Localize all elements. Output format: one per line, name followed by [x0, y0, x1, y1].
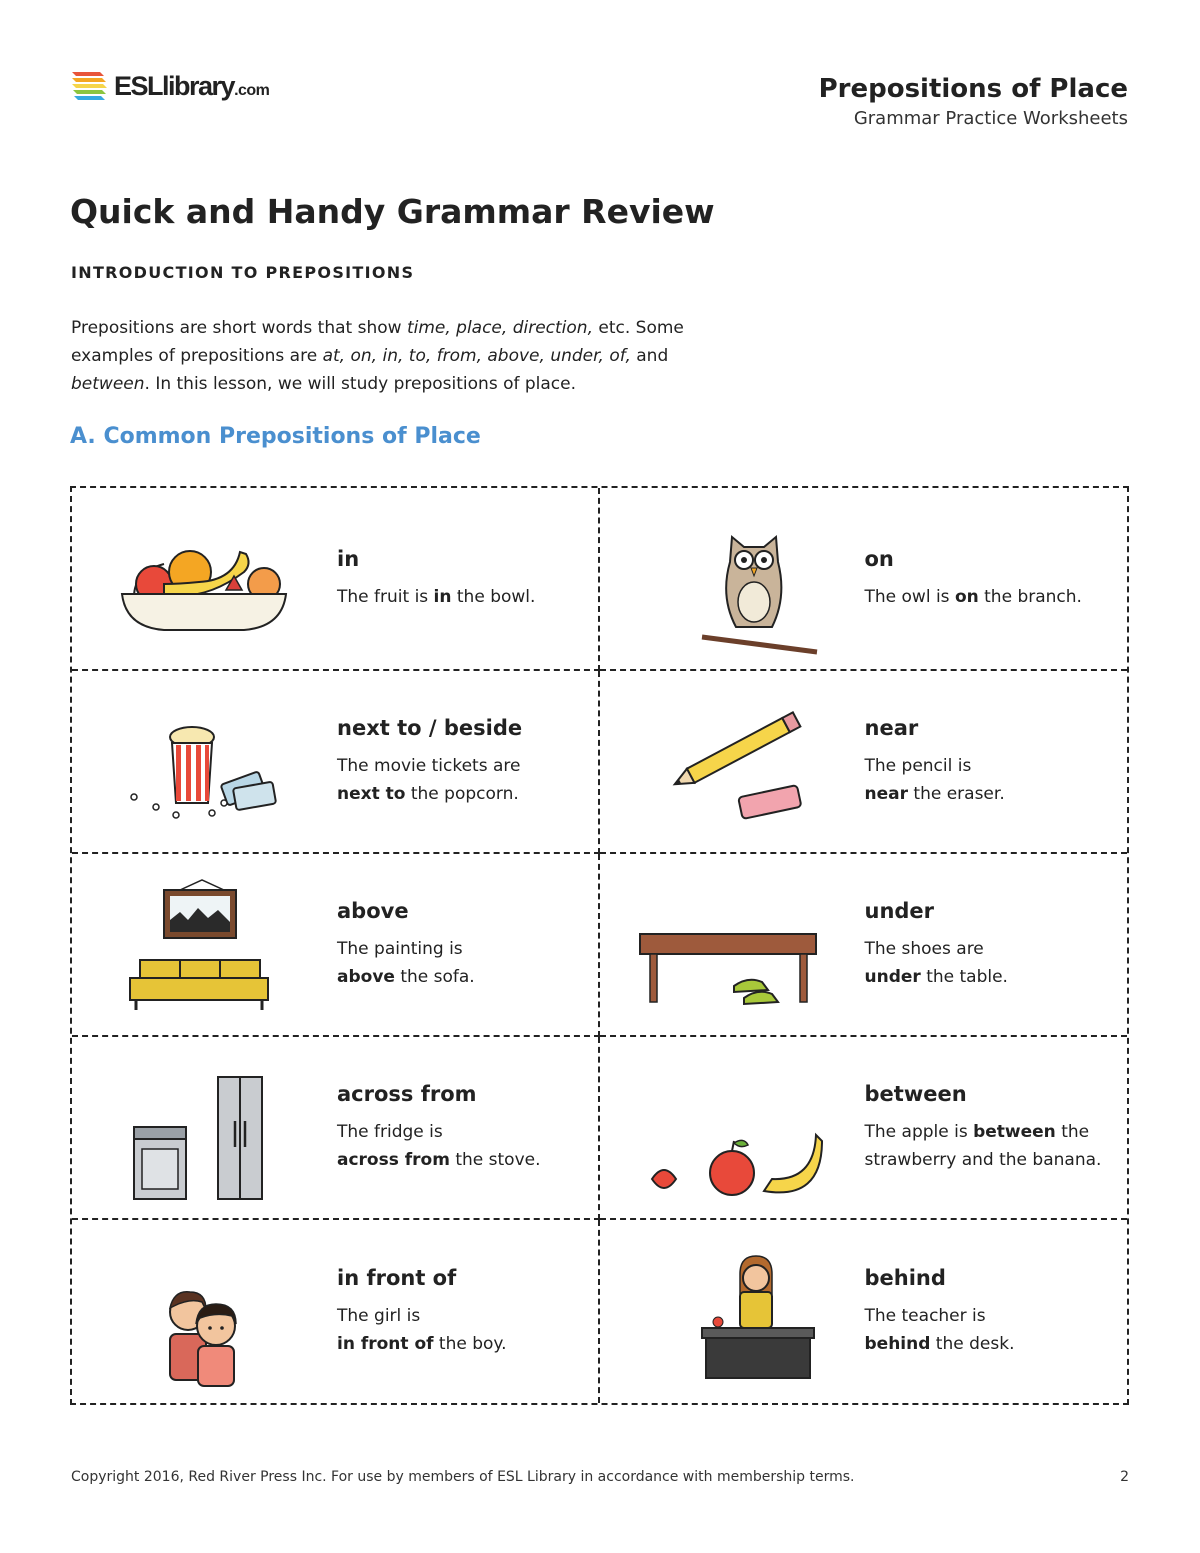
example-sentence: The movie tickets are next to the popcorn.: [337, 755, 521, 804]
example-sentence: The painting is above the sofa.: [337, 938, 475, 987]
example-sentence: The teacher is behind the desk.: [864, 1305, 1015, 1354]
preposition-term: in front of: [337, 1265, 457, 1290]
cell-text: [865, 899, 1115, 991]
preposition-term: near: [864, 715, 919, 740]
intro-heading: INTRODUCTION TO PREPOSITIONS: [71, 263, 415, 282]
example-sentence: The owl is on the branch.: [864, 586, 1082, 607]
preposition-term: on: [864, 546, 894, 571]
cell-on: [600, 488, 1128, 671]
page-title: Quick and Handy Grammar Review: [70, 192, 715, 231]
preposition-term: under: [864, 898, 935, 923]
cell-text: [337, 899, 587, 991]
owl-icon: [622, 502, 842, 657]
cell-text: [865, 547, 1115, 611]
logo: [70, 68, 269, 104]
example-sentence: The pencil is near the eraser.: [864, 755, 1005, 804]
children-icon: [94, 1234, 314, 1389]
cell-between: [600, 1037, 1128, 1220]
footer-copyright: Copyright 2016, Red River Press Inc. For use by members of ESL Library in accordance with membership terms.: [71, 1469, 855, 1485]
cell-text: [865, 1266, 1115, 1358]
preposition-term: next to / beside: [337, 715, 523, 740]
example-sentence: The apple is between the strawberry and the banana.: [864, 1121, 1102, 1170]
cell-under: [600, 854, 1128, 1037]
cell-above: [72, 854, 600, 1037]
section-title: A. Common Prepositions of Place: [70, 424, 481, 449]
fruit-bowl-icon: [94, 502, 314, 657]
cell-text: [337, 1082, 587, 1174]
cell-next-to: [72, 671, 600, 854]
cell-text: [337, 716, 587, 808]
table-icon: [622, 868, 842, 1023]
sofa-icon: [94, 868, 314, 1023]
header-title: Prepositions of Place: [818, 74, 1128, 104]
prepositions-grid: [70, 486, 1129, 1405]
fridge-icon: [94, 1051, 314, 1206]
intro-paragraph: Prepositions are short words that show time, place, direction, etc. Some examples of prepositions are at, on, in, to, from, above, under, of, and between. In this lesson, we will study prepositions of place.: [71, 318, 684, 394]
teacher-icon: [622, 1234, 842, 1389]
preposition-term: in: [337, 546, 360, 571]
pencil-icon: [622, 685, 842, 840]
logo-text: ESLlibrary.com: [114, 70, 270, 101]
preposition-term: between: [864, 1081, 967, 1106]
example-sentence: The fridge is across from the stove.: [337, 1121, 541, 1170]
cell-in-front-of: [72, 1220, 600, 1403]
example-sentence: The girl is in front of the boy.: [337, 1305, 507, 1354]
example-sentence: The shoes are under the table.: [864, 938, 1008, 987]
preposition-term: above: [337, 898, 409, 923]
preposition-term: across from: [337, 1081, 477, 1106]
cell-text: [337, 547, 587, 611]
cell-in: [72, 488, 600, 671]
apple-icon: [622, 1051, 842, 1206]
cell-near: [600, 671, 1128, 854]
cell-text: [865, 1082, 1115, 1174]
document-header: [819, 74, 1128, 129]
cell-behind: [600, 1220, 1128, 1403]
header-subtitle: Grammar Practice Worksheets: [853, 108, 1128, 129]
page-number: 2: [1120, 1469, 1129, 1485]
cell-across-from: [72, 1037, 600, 1220]
book-stack-icon: [70, 68, 108, 104]
cell-text: [337, 1266, 587, 1358]
cell-text: [865, 716, 1115, 808]
popcorn-icon: [94, 685, 314, 840]
example-sentence: The fruit is in the bowl.: [337, 586, 536, 607]
preposition-term: behind: [864, 1265, 946, 1290]
